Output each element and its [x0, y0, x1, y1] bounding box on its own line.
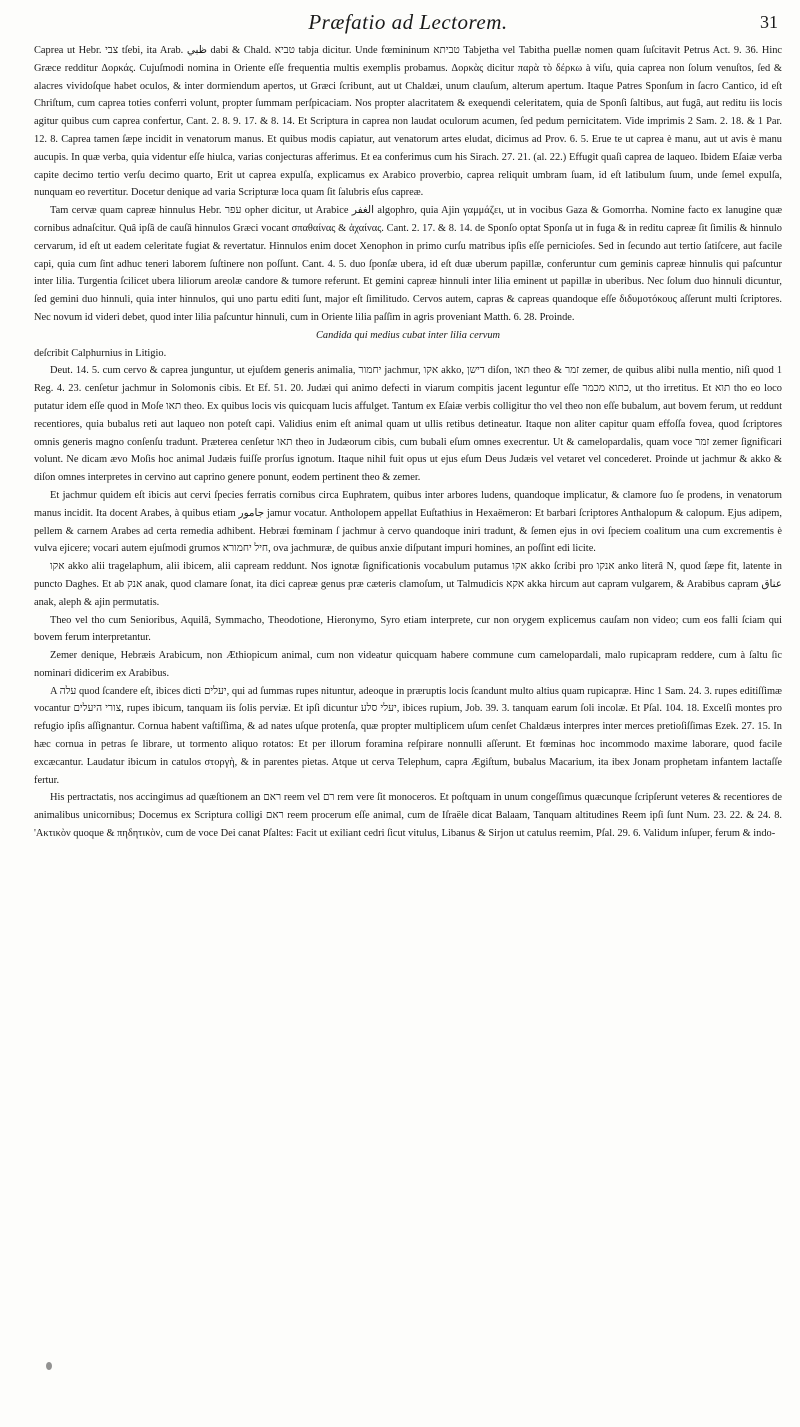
page-number: 31 [760, 12, 778, 32]
paragraph-ibices: A עלה quod ſcandere eſt, ibices dicti יעלים, qui ad ſummas rupes nituntur, adeoque in præruptis locis ſcandunt multo altius quam rupicapræ. Hinc 1 Sam. 24. 3. rupes editiſſimæ vocantur צורי היעלים, rupes ibicum, tanquam iis ſolis perviæ. Et ipſi dicuntur יעלי סלע, ibices rupium, Job. 39. 3. tanquam earum ſoli incolæ. Et Pſal. 104. 18. Excelſi montes pro refugio ipſis aſſignantur. Cornua habent vaſtiſſima, & ad nates uſque protenſa, quæ propter multiplicem uſum cenſet Chaldæus interpres inter merces pretioſiſſimas Ezek. 27. 15. In hæc cornua in petras ſe librare, ut tormento aliquo rotatos: Et per illorum foramina reſpirare nonnulli aſſerunt. Et fœminas hoc incommodo maxime laborare, quod facile excæcantur. Laudatur ibicum in catulos στοργὴ, & in parentes pietas. Atque ut cerva Telephum, capra Ægiſtum, bubalus Macarium, ita ibex Jonam prophetam infantem lactaſſe fertur. [34, 685, 782, 786]
quotation-source: deſcribit Calphurnius in Litigio. [34, 347, 167, 359]
ink-smudge [46, 1362, 52, 1370]
paragraph-deut: Deut. 14. 5. cum cervo & caprea junguntur, ut ejuſdem generis animalia, יחמור jachmur, אקו akko, דישן diſon, תאו theo & זמר zemer, de quibus alibi nulla mentio, niſi quod 1 Reg. 4. 23. cenſetur jachmur in Solomonis cibis. Et Ef. 51. 20. Judæi qui animo defecti in viarum compitis jacent leguntur eſſe כתוא מכמר, ut tho irretitus. Et תוא tho eo loco putatur idem eſſe quod in Moſe תאו theo. Ex quibus locis vis quicquam lucis affulget. Tantum ex Eſaiæ verbis colligitur tho vel theo non eſſe bubalum, aut bovem ferum, ut reddunt recentiores, quia bubalus reti aut laqueo non poteſt capi. Validius enim eſt animal quam ut ullis retibus detineatur. Itaque non aliter capitur quam effoſſa fovea, quod ſcriptores omnis generis magno conſenſu tradunt. Præterea cenſetur תאו theo in Judæorum cibis, cum bubali eſum omnes execrentur. Ut & camelopardalis, quam voce זמר zemer ſignificari volunt. Ne dicam ævo Moſis hoc animal Judæis fuiſſe prorſus ignotum. Itaque nihil fuit opus ut ejus eſum Deus Judæis vel vetaret vel concederet. Proinde ut jachmur & akko & diſon omnes interpretes in cervino aut caprino genere ponunt, eodem pertinent theo & zemer. [34, 365, 782, 484]
paragraph-reem: His pertractatis, nos accingimus ad quæſtionem an ראם reem vel רם rem vere ſit monoceros. Et poſtquam in unum congeſſimus quæcunque ſcripſerunt veteres & recentiores de animalibus unicornibus; Docemus ex Scriptura colligi ראם reem procerum eſſe animal, cum de Iſraële dicat Balaam, Tanquam altitudines Reem ipſi ſunt Num. 23. 22. & 24. 8. 'Ακτικὸν quoque & πηδητικὸν, cum de voce Dei canat Pſaltes: Facit ut exiliant cedri ſicut vitulus, Libanus & Sirjon ut catulus reemim, Pſal. 29. 6. Validum inſuper, ferum & indo- [34, 792, 782, 840]
running-head: Præfatio ad Lectorem. [308, 10, 508, 34]
paragraph-hinnulus: Tam cervæ quam capreæ hinnulus Hebr. עפר opher dicitur, ut Arabice الغفر algophro, quia Ajin γαμμάζει, ut in vocibus Gaza & Gomorrha. Nomine facto ex lanugine quæ cornibus adnaſcitur. Quâ ipſâ de cauſâ hinnulos Græci vocant σπαθαίνας & ἀχαίνας. Cant. 2. 17. & 8. 14. de Sponſo optat Sponſa ut in fuga & in reditu capreæ ſit ſimilis & hinnulo cervarum, id eſt ut eadem celeritate fugiat & revertatur. Hinnulos enim docet Xenophon in primo curſu matribus ipſis eſſe pernicioſes. Sed in ſecundo aut tertio ſatiſcere, aut facile capi, quia cum ſint adhuc teneri laborem ſuſtinere non poſſunt. Cant. 4. 5. duo ſponſæ ubera, id eſt duæ uberum papillæ, conferuntur cum geminis capreæ hinnulis qui paſcuntur inter lilia. Turgentia ſcilicet ubera liliorum areolæ candore & tumore referunt. Et gemini capreæ hinnuli inter lilia eminent ut papillæ in uberibus. Nec ſolum duo hinnuli dicuntur, ſed gemini duo hinnuli, quia inter hinnulos, qui uno partu editi ſunt, major eſt ſimilitudo. Cervos autem, capras & capreas quandoque eſſe διδυμοτόκους aſſerunt multi ſcriptores. Nec novum id videri debet, quod inter lilia paſcuntur hinnuli, cum in Oriente lilia paſſim in agris proveniant Matth. 6. 28. Proinde. [34, 205, 782, 323]
page-header [38, 8, 778, 36]
body-text [34, 42, 782, 1414]
quotation-line: Candida qui medius cubat inter lilia cervum [315, 329, 501, 341]
paragraph-caprea: Caprea ut Hebr. צבי tſebi, ita Arab. ظبي dabi & Chald. טביא tabja dicitur. Unde fœmininum טביתא Tabjetha vel Tabitha puellæ nomen quam ſuſcitavit Petrus Act. 9. 36. Hinc Græce redditur Δορκάς. Cujuſmodi nomina in Oriente eſſe frequentia multis exemplis probamus. Δορκὰς dicitur παρὰ τὸ δέρκω à viſu, quia caprea non ſolum venuſtos, ſed & alacres vividoſque habet oculos, & inter dormiendum apertos, ut Græci ſcribunt, aut ut Chaldæi, unum clauſum, alterum apertum. Itaque Patres Sponſum in ſacro Cantico, id eſt Chriſtum, cum caprea toties conferri volunt, propter ſummam perſpicaciam. Nos propter alacritatem & exequendi celeritatem, quia de Sponſi ſaltibus, aut fugâ, aut reditu iis locis agitur quibus cum caprea confertur, Cant. 2. 8. 9. 17. & 8. 14. Et Scriptura in caprea non laudat oculorum acumen, ſed pedum pernicitatem. Vide imprimis 2 Sam. 2. 18. & 1 Par. 12. 8. Caprea tamen ſæpe incidit in venatorum manus. Et quibus modis capiatur, aut venatorum artes eludat, dicimus ad Prov. 6. 5. Erue te ut caprea è manu, aut ut avis è manu aucupis. In quæ verba, quia videntur eſſe hiulca, varias conjecturas afferimus. Et ea conferimus cum his Sirach. 27. 21. (al. 22.) Effugit quaſi caprea de laqueo. Ibidem Eſaiæ verba capite decimo tertio verſu decimo quarto, Erit ut caprea expulſa, explicamus ex Arabico proverbio, caprea reliquit umbram ſuam, id eſt latibulum ſuum, unde ſemel expulſa, nunquam eo revertitur. Docetur denique ad varia Scripturæ loca quam ſit ſalubris eſus capreæ. [34, 45, 782, 199]
paragraph-akko: אקו akko alii tragelaphum, alii ibicem, alii capream reddunt. Nos ignotæ ſignificationis vocabulum putamus אקו akko ſcribi pro אנקו anko literâ N, quod ſæpe fit, latente in puncto Daghes. Et ab אנק anak, quod clamare ſonat, ita dici capreæ genus præ cæteris clamoſum, ut Talmudicis אקא akka hircum aut capram vulgarem, & Arabibus capram عناق anak, aleph & ajin permutatis. [34, 561, 782, 608]
paragraph-theo: Theo vel tho cum Senioribus, Aquilâ, Symmacho, Theodotione, Hieronymo, Syro etiam interprete, cur non orygem explicemus cauſam non video; cum eos falli ſciam qui bovem ferum interpretantur. [34, 614, 782, 644]
paragraph-jachmur: Et jachmur quidem eſt ibicis aut cervi ſpecies ferratis cornibus circa Euphratem, quibus inter arbores ludens, quandoque implicatur, & clamore ſuo ſe prodens, in venatorum manus incidit. Ita docent Arabes, à quibus etiam جامور jamur vocatur. Antholopem appellat Euſtathius in Hexaëmeron: Et barbari ſcriptores Anthalopum & calopum. Ejus adipem, pellem & carnem Arabes ad certa remedia adhibent. Hebræi fœminam ſ jachmur à cervo quandoque iniri tradunt, & ſemen ejus in ovi ſpeciem coalitum una cum excrementis è vulva ejicere; vocari autem ejuſmodi grumos חיל יחמורא, ova jachmuræ, de quibus anxie diſputant impuri homines, an poſſint edi licite. [34, 489, 782, 555]
paragraph-zemer: Zemer denique, Hebræis Arabicum, non Æthiopicum animal, cum non videatur quicquam habere commune cum camelopardali, malo rupicapram reddere, cum à ſaltu ſic nominari didicerim ex Arabibus. [34, 650, 782, 679]
